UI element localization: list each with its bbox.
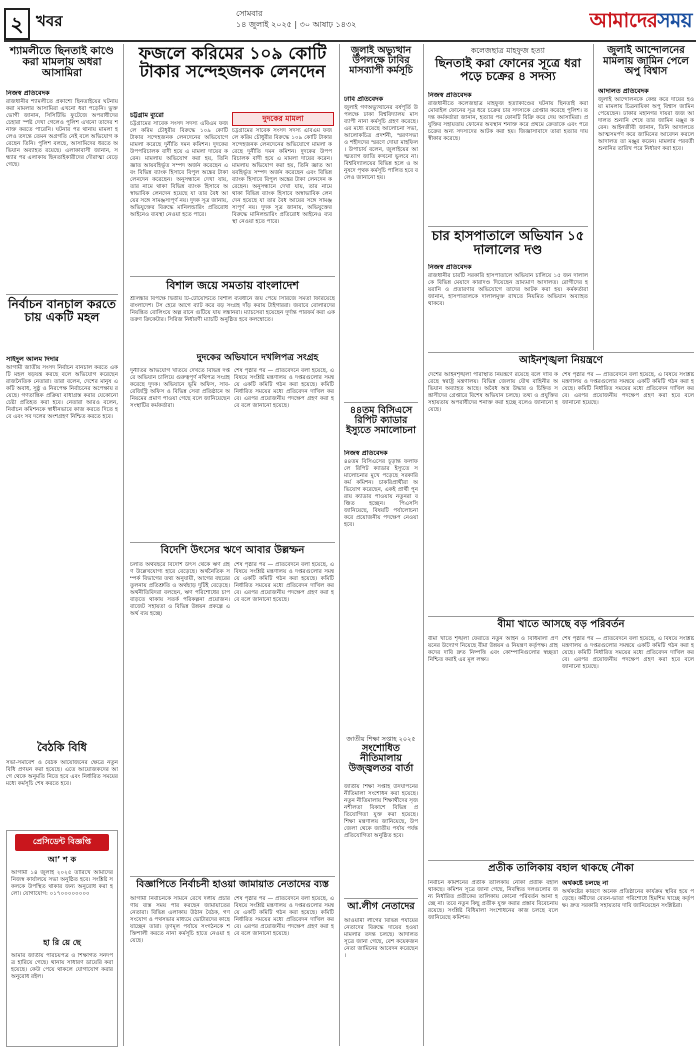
divider: [428, 226, 588, 227]
article-body: জুলাই গণঅভ্যুত্থানের বর্ষপূর্তি উপলক্ষে ঢাকা বিশ্ববিদ্যালয় মাসব্যাপী নানা কর্মসূচি গ্রহণ করেছে। এর মধ্যে রয়েছে আলোচনা সভা, আলোকচিত্র প্রদর্শনী, স্মরণসভা ও শহীদদের স্মরণে দোয়া মাহফিল। উপাচার্য বলেন, জুলাইয়ের আত্মত্যাগ জাতি কখনো ভুলবে না। বিশ্ববিদ্যালয়ের বিভিন্ন হলে ও অনুষদে পৃথক কর্মসূচি পালিত হবে বলেও জানানো হয়।: [344, 105, 418, 181]
headline-bideshi: বিদেশি উৎসের ঋণে আবার উল্লম্ফন: [160, 545, 305, 556]
headline-election: নির্বাচন বানচাল করতে চায় একটি মহল: [8, 297, 116, 324]
classifieds-sub2: হা রি য়ে ছে: [43, 938, 81, 947]
article-body: অর্থকষ্টের কারণে অনেক প্রতিষ্ঠানের কার্যক্রম স্থবির হয়ে পড়েছে। কর্মীদের বেতন-ভাতা পরিশোধে হিমশিম খাচ্ছে কর্তৃপক্ষ। দ্রুত সরকারি সহায়তার দাবি জানিয়েছেন সংশ্লিষ্টরা।: [562, 889, 694, 909]
article-body: রাজধানীতে কলেজছাত্র মাহফুজ হত্যাকাণ্ডের ঘটনায় ছিনতাই করা মোবাইল ফোনের সূত্র ধরে চক্রের চার সদস্যকে গ্রেপ্তার করেছে পুলিশ। তদন্ত কর্মকর্তারা জানান, হত্যার পর ফোনটি বিক্রি করে দেয় আসামিরা। প্রযুক্তির সহায়তায় ফোনের অবস্থান শনাক্ত করে প্রথমে ক্রেতাকে এবং পরে চক্রের অন্য সদস্যদের আটক করা হয়। জিজ্ঞাসাবাদে তারা হত্যার দায় স্বীকার করেছে।: [428, 101, 588, 142]
classifieds-sub1: আ’ শ ক: [47, 855, 77, 864]
article-body: জুলাই আন্দোলনকে কেন্দ্র করে দায়ের হওয়া মামলায় চিত্রনায়িকা অপু বিশ্বাস জামিন পেয়েছেন। ঢাকার মহানগর দায়রা জজ আদালত শুনানি শেষে তার জামিন মঞ্জুর করেন। আইনজীবী জানান, তিনি আদালতে আত্মসমর্পণ করে জামিনের আবেদন করলে আদালত তা মঞ্জুর করেন। মামলার পরবর্তী শুনানির তারিখ পরে নির্ধারণ করা হবে।: [598, 97, 694, 152]
article-aino-col1: দেশের আইনশৃঙ্খলা পরিস্থিতি নিয়ন্ত্রণে রয়েছে বলে দাবি করেছে স্বরাষ্ট্র মন্ত্রণালয়। বিভিন্ন জেলায় যৌথ বাহিনীর অভিযান অব্যাহত আছে। অবৈধ অস্ত্র উদ্ধার ও চিহ্নিত সন্ত্রাসীদের গ্রেপ্তারে বিশেষ অভিযান চলছে। তথ্য ও প্রযুক্তির সহায়তায় অপরাধীদের শনাক্ত করা হচ্ছে বলেও জানানো হয়েছে।: [428, 372, 558, 413]
divider: [428, 860, 694, 861]
divider: [130, 276, 335, 277]
headline-bcs: ৪৪তম বিসিএসে রিপিট ক্যাডার ইস্যুতে সমালোচনা: [346, 405, 416, 436]
article-dudok-col2: শেষ পৃষ্ঠার পর — প্রতিবেদনে বলা হয়েছে, এ বিষয়ে সংশ্লিষ্ট মন্ত্রণালয় ও দপ্তরগুলোর সমন্বয়ে একটি কমিটি গঠন করা হয়েছে। কমিটি নির্ধারিত সময়ের মধ্যে প্রতিবেদন দাখিল করবে। এরপর প্রয়োজনীয় পদক্ষেপ গ্রহণ করা হবে বলে জানানো হয়েছে।: [234, 368, 334, 409]
date-day: সোমবার: [236, 9, 263, 18]
headline-hospital: চার হাসপাতালে অভিযান ১৫ দালালের দণ্ড: [431, 229, 585, 258]
article-body: চট্টগ্রামের সাবেক সংসদ সদস্য এবিএম ফজলে করিম চৌধুরীর বিরুদ্ধে ১০৯ কোটি টাকার সন্দেহজনক লেনদেনের অভিযোগে মামলা করেছে দুর্নীতি দমন কমিশন। দুদকের উপপরিচালক বাদী হয়ে এ মামলা দায়ের করেন। মামলায় অভিযোগ করা হয়, তিনি জ্ঞাত আয়বহির্ভূত সম্পদ অর্জন করেছেন এবং বিভিন্ন ব্যাংক হিসাবে বিপুল অঙ্কের টাকা লেনদেন করেছেন। অনুসন্ধানে দেখা যায়, তার নামে থাকা বিভিন্ন ব্যাংক হিসাবে অস্বাভাবিক লেনদেন হয়েছে যা তার বৈধ আয়ের সঙ্গে সামঞ্জস্যপূর্ণ নয়। দুদক সূত্র জানায়, অভিযুক্তের বিরুদ্ধে মানিলন্ডারিং প্রতিরোধ আইনেও ব্যবস্থা নেওয়া হতে পারে।: [130, 121, 228, 218]
article-bima-col2: শেষ পৃষ্ঠার পর — প্রতিবেদনে বলা হয়েছে, এ বিষয়ে সংশ্লিষ্ট মন্ত্রণালয় ও দপ্তরগুলোর সমন্বয়ে একটি কমিটি গঠন করা হয়েছে। কমিটি নির্ধারিত সময়ের মধ্যে প্রতিবেদন দাখিল করবে। এরপর প্রয়োজনীয় পদক্ষেপ গ্রহণ করা হবে বলে জানানো হয়েছে।: [562, 636, 694, 670]
article-hospital: [428, 264, 588, 348]
divider: [428, 352, 694, 353]
article-bima-col1: বীমা খাতে শৃঙ্খলা ফেরাতে নতুন আইন ও বিধিমালা প্রণয়নের উদ্যোগ নিয়েছে বীমা উন্নয়ন ও নিয়ন্ত্রণ কর্তৃপক্ষ। গ্রাহকদের দাবি দ্রুত নিষ্পত্তি এবং কোম্পানিগুলোর স্বচ্ছতা নিশ্চিত করাই এর মূল লক্ষ্য।: [428, 636, 558, 663]
article-aino-col2: শেষ পৃষ্ঠার পর — প্রতিবেদনে বলা হয়েছে, এ বিষয়ে সংশ্লিষ্ট মন্ত্রণালয় ও দপ্তরগুলোর সমন্বয়ে একটি কমিটি গঠন করা হয়েছে। কমিটি নির্ধারিত সময়ের মধ্যে প্রতিবেদন দাখিল করবে। এরপর প্রয়োজনীয় পদক্ষেপ গ্রহণ করা হবে বলে জানানো হয়েছে।: [562, 372, 694, 406]
classifieds-body1: আগামী ১৪ জুলাই ২০২৫ তারিখে আমাদের নিজস্ব কার্যালয়ে সভা অনুষ্ঠিত হবে। সংশ্লিষ্ট সকলকে উপস্থিত থাকার জন্য অনুরোধ করা হলো। যোগাযোগ: ০১৭০০০০০০০০: [11, 870, 113, 897]
logo-text-b: সময়: [657, 8, 692, 32]
headline-snatch-right: ছিনতাই করা ফোনের সূত্রে ধরা পড়ে চক্রের ৪ সদস্য: [435, 56, 581, 83]
headline-protiti: প্রতীক তালিকায় বহাল থাকছে নৌকা: [488, 863, 634, 874]
article-awami: আওয়ামী লীগের বিভিন্ন পর্যায়ের নেতাদের বিরুদ্ধে দায়ের হওয়া মামলার তদন্ত চলছে। আদালত সূত্রে জানা গেছে, বেশ কয়েকজন নেতা জামিনের আবেদন করেছেন।: [344, 918, 418, 959]
article-body: শ্রীলঙ্কার বিপক্ষে দ্বিতীয় টি-টোয়েন্টিতে বিশাল ব্যবধানে জয় পেয়ে সিরিজে সমতা ফিরিয়েছে বাংলাদেশ। টস হেরে আগে ব্যাট করে বড় সংগ্রহ দাঁড় করায় টাইগাররা। জবাবে বোলারদের নিয়ন্ত্রিত বোলিংয়ে অল্প রানে গুটিয়ে যায় লঙ্কানরা। ম্যাচসেরা হয়েছেন দুর্দান্ত পারফর্ম করা এক তরুণ ক্রিকেটার। সিরিজ নির্ধারণী ম্যাচটি অনুষ্ঠিত হবে কলম্বোতে।: [130, 296, 335, 323]
divider: [344, 898, 418, 899]
column-rule: [339, 44, 340, 1046]
article-bideshi-col2: শেষ পৃষ্ঠার পর — প্রতিবেদনে বলা হয়েছে, এ বিষয়ে সংশ্লিষ্ট মন্ত্রণালয় ও দপ্তরগুলোর সমন্বয়ে একটি কমিটি গঠন করা হয়েছে। কমিটি নির্ধারিত সময়ের মধ্যে প্রতিবেদন দাখিল করবে। এরপর প্রয়োজনীয় পদক্ষেপ গ্রহণ করা হবে বলে জানানো হয়েছে।: [234, 562, 334, 603]
article-fazle-col2: চট্টগ্রামের সাবেক সংসদ সদস্য এবিএম ফজলে করিম চৌধুরীর বিরুদ্ধে ১০৯ কোটি টাকার সন্দেহজনক লেনদেনের অভিযোগে মামলা করেছে দুর্নীতি দমন কমিশন। দুদকের উপপরিচালক বাদী হয়ে এ মামলা দায়ের করেন। মামলায় অভিযোগ করা হয়, তিনি জ্ঞাত আয়বহির্ভূত সম্পদ অর্জন করেছেন এবং বিভিন্ন ব্যাংক হিসাবে বিপুল অঙ্কের টাকা লেনদেন করেছেন। অনুসন্ধানে দেখা যায়, তার নামে থাকা বিভিন্ন ব্যাংক হিসাবে অস্বাভাবিক লেনদেন হয়েছে যা তার বৈধ আয়ের সঙ্গে সামঞ্জস্যপূর্ণ নয়। দুদক সূত্র জানায়, অভিযুক্তের বিরুদ্ধে মানিলন্ডারিং প্রতিরোধ আইনেও ব্যবস্থা নেওয়া হতে পারে।: [232, 128, 332, 225]
article-boithok: সভা-সমাবেশ ও বৈঠক আয়োজনের ক্ষেত্রে নতুন বিধি প্রণয়ন করা হয়েছে। এতে আয়োজকদের আগে থেকে অনুমতি নিতে হবে এবং নির্ধারিত সময়ের মধ্যে কর্মসূচি শেষ করতে হবে।: [6, 760, 118, 787]
classifieds-body2: আমার জাতীয় পরিচয়পত্র ও শিক্ষাগত সনদপত্র হারিয়ে গেছে। থানায় সাধারণ ডায়েরি করা হয়েছে। কেউ পেয়ে থাকলে যোগাযোগ করার অনুরোধ রইল।: [11, 953, 113, 980]
article-bishal: [130, 296, 335, 350]
divider: [428, 616, 694, 617]
headline-shiksha: সংশোধিত নীতিমালায় উজ্জ্বলতর বার্তা: [348, 743, 414, 774]
headline-bima: বীমা খাতে আসছে বড় পরিবর্তন: [497, 619, 625, 630]
headline-fazle: ফজলে করিমের ১০৯ কোটি টাকার সন্দেহজনক লেনদেন: [138, 44, 327, 82]
headline-boithok: বৈঠকি বিধি: [37, 741, 87, 754]
dateline: [236, 8, 356, 30]
headline-dudok: দুদকের অভিযানে দখলিপত্র সংগ্রহ: [196, 353, 319, 363]
article-shiksha: জাতীয় শিক্ষা সপ্তাহ উদযাপনের নীতিমালা সংশোধন করা হয়েছে। নতুন নীতিমালায় শিক্ষার্থীদের সৃজনশীলতা বিকাশে বিভিন্ন প্রতিযোগিতা যুক্ত করা হয়েছে। শিক্ষা মন্ত্রণালয় জানিয়েছে, উপজেলা থেকে জাতীয় পর্যায় পর্যন্ত প্রতিযোগিতা অনুষ্ঠিত হবে।: [344, 784, 418, 839]
headline-bishal: বিশাল জয়ে সমতায় বাংলাদেশ: [166, 279, 299, 292]
column-rule: [123, 44, 124, 1046]
article-snatch-left: [6, 90, 118, 290]
page-number: ২: [4, 8, 30, 40]
byline: নিজস্ব প্রতিবেদক: [428, 92, 472, 99]
article-election: [6, 356, 118, 736]
article-protiti-col1: নির্বাচন কমিশনের প্রতীক তালিকায় নৌকা প্রতীক বহাল থাকছে। কমিশন সূত্রে জানা গেছে, নিবন্ধিত দলগুলোর জন্য নির্ধারিত প্রতীকের তালিকায় কোনো পরিবর্তন আনা হচ্ছে না। তবে নতুন কিছু প্রতীক যুক্ত করার প্রস্তাব বিবেচনায় রয়েছে। সংশ্লিষ্ট বিধিমালা সংশোধনের কাজ চলছে বলে জানিয়েছে কমিশন।: [428, 880, 558, 921]
sidebar-tag: দুদকের মামলা: [232, 112, 334, 126]
headline-july: জুলাই অভ্যুত্থান উপলক্ষে ঢাবির মাসব্যাপী কর্মসূচি: [349, 45, 413, 76]
headline-aino: আইনশৃঙ্খলা নিয়ন্ত্রণে: [519, 355, 603, 366]
headline-orthokosto: অর্থকষ্টে চলছে না: [562, 880, 609, 887]
article-body: রাজধানীর শ্যামলীতে প্রকাশ্যে ছিনতাইয়ের ঘটনায় করা মামলার আসামিরা এখনো ধরা পড়েনি। ভুক্তভোগী জানান, সিসিটিভি ফুটেজে অপরাধীদের চেহারা স্পষ্ট দেখা গেলেও পুলিশ এখনো তাদের শনাক্ত করতে পারেনি। ঘটনার পর থানায় মামলা হলেও তদন্তে তেমন অগ্রগতি নেই বলে অভিযোগ করেছেন তিনি। পুলিশ বলছে, আসামিদের ধরতে অভিযান অব্যাহত রয়েছে। এলাকাবাসী জানান, সন্ধ্যার পর এলাকায় ছিনতাইকারীদের দৌরাত্ম্য বেড়ে গেছে।: [6, 99, 118, 168]
headline-july-bail: জুলাই আন্দোলনের মামলায় জামিন পেলে অপু বিশ্বাস: [603, 45, 689, 77]
article-snatch-right: [428, 92, 588, 222]
article-dudok-col1: দুর্নীতির অভিযোগ খতিয়ে দেখতে বিভিন্ন দপ্তরে অভিযান চালিয়ে গুরুত্বপূর্ণ নথিপত্র সংগ্রহ করেছে দুদক। অভিযানে ভূমি অফিস, সাব-রেজিস্ট্রি অফিস ও বিভিন্ন সেবা প্রতিষ্ঠানে অনিয়মের প্রমাণ পাওয়া গেছে বলে জানিয়েছেন সংস্থাটির কর্মকর্তারা।: [130, 368, 230, 409]
article-july: [344, 96, 418, 396]
headline-bigyapon: বিজ্ঞাপিতে নির্বাচনী হাওয়া জামায়াত নেতাদের ব্যস্ত: [136, 879, 329, 890]
headline-snatch-left: শ্যামলীতে ছিনতাই কাণ্ডে করা মামলায় অধরা আসামিরা: [10, 45, 114, 80]
byline: আদালত প্রতিবেদক: [598, 88, 649, 95]
column-rule: [423, 44, 424, 1046]
headline-awami: আ.লীগ নেতাদের: [347, 901, 415, 912]
divider: [130, 876, 335, 877]
byline: নিজস্ব প্রতিবেদক: [344, 450, 388, 457]
byline: চট্টগ্রাম ব্যুরো: [130, 112, 164, 119]
divider: [344, 402, 418, 403]
article-july-bail: [598, 88, 694, 348]
article-bcs: [344, 450, 418, 728]
byline: নিজস্ব প্রতিবেদক: [428, 264, 472, 271]
kicker-shiksha: জাতীয় শিক্ষা সপ্তাহ ২০২৫: [346, 735, 416, 743]
classifieds-head: প্রেসিডেন্ট বিজ্ঞপ্তি: [15, 834, 109, 851]
article-bideshi-col1: চলতি অর্থবছরে বিদেশি উৎস থেকে ঋণ গ্রহণ উল্লেখযোগ্য হারে বেড়েছে। অর্থনৈতিক সম্পর্ক বিভাগের তথ্য অনুযায়ী, আগের বছরের তুলনায় প্রতিশ্রুতি ও অর্থছাড় দুটিই বেড়েছে। অর্থনীতিবিদরা বলছেন, ঋণ পরিশোধের চাপ বাড়তে থাকায় সতর্ক পরিকল্পনা প্রয়োজন। বাজেট সহায়তা ও বিভিন্ন উন্নয়ন প্রকল্পে এ অর্থ ব্যয় হচ্ছে।: [130, 562, 230, 617]
kicker-snatch: কলেজছাত্র মাহফুজ হত্যা: [471, 46, 545, 55]
article-body: ৪৪তম বিসিএসের চূড়ান্ত ফলাফলে রিপিট ক্যাডার ইস্যুতে সমালোচনার মুখে পড়েছে সরকারি কর্ম কমিশন। চাকরিপ্রার্থীরা অভিযোগ করেছেন, একই প্রার্থী পুনরায় ক্যাডার পাওয়ায় নতুনরা বঞ্চিত হচ্ছেন। পিএসসি জানিয়েছে, বিষয়টি পর্যালোচনা করে প্রয়োজনীয় পদক্ষেপ নেওয়া হবে।: [344, 459, 418, 528]
divider: [6, 294, 118, 295]
logo-text-a: আমাদের: [589, 8, 658, 32]
byline: নিজস্ব প্রতিবেদক: [6, 90, 50, 97]
article-fazle-col1: [130, 112, 228, 272]
article-body: রাজধানীর চারটি সরকারি হাসপাতালে অভিযান চালিয়ে ১৫ জন দালালকে বিভিন্ন মেয়াদে কারাদণ্ড দিয়েছেন ভ্রাম্যমাণ আদালত। রোগীদের হয়রানি ও প্রতারণার অভিযোগে তাদের আটক করা হয়। কর্মকর্তারা জানান, হাসপাতালকে দালালমুক্ত রাখতে নিয়মিত অভিযান অব্যাহত থাকবে।: [428, 273, 588, 307]
column-rule: [593, 44, 594, 350]
header-rule: [4, 40, 696, 42]
divider: [130, 542, 335, 543]
byline: সাইদুল আলম দিদার: [6, 356, 59, 363]
date-full: ১৪ জুলাই ২০২৫ | ৩০ আষাঢ় ১৪৩২: [236, 20, 357, 29]
article-bigyapon-col1: আগামী নির্বাচনকে সামনে রেখে দলীয় প্রচারণায় ব্যস্ত সময় পার করছেন জামায়াতের নেতারা। বিভিন্ন এলাকায় উঠান বৈঠক, গণসংযোগ ও পথসভার মাধ্যমে ভোটারদের কাছে যাচ্ছেন তারা। তৃণমূল পর্যায়ে সংগঠনকে শক্তিশালী করতে নানা কর্মসূচি হাতে নেওয়া হয়েছে।: [130, 896, 230, 944]
article-body: আগামী জাতীয় সংসদ নির্বাচন বানচাল করতে একটি মহল ষড়যন্ত্র করছে বলে অভিযোগ করেছেন রাজনৈতিক নেতারা। তারা বলেন, দেশের মানুষ একটি অবাধ, সুষ্ঠু ও নিরপেক্ষ নির্বাচনের অপেক্ষায় রয়েছে। গণতান্ত্রিক প্রক্রিয়া বাধাগ্রস্ত করার যেকোনো চেষ্টা প্রতিহত করা হবে। নেতারা আরও বলেন, নির্বাচন কমিশনকে স্বাধীনভাবে কাজ করতে দিতে হবে এবং সব দলের অংশগ্রহণ নিশ্চিত করতে হবে।: [6, 365, 118, 420]
classifieds-box: [6, 830, 118, 1047]
newspaper-logo: [590, 6, 692, 39]
article-orthokosto: [562, 880, 694, 1046]
section-title: খবর: [36, 12, 63, 30]
article-bigyapon-col2: শেষ পৃষ্ঠার পর — প্রতিবেদনে বলা হয়েছে, এ বিষয়ে সংশ্লিষ্ট মন্ত্রণালয় ও দপ্তরগুলোর সমন্বয়ে একটি কমিটি গঠন করা হয়েছে। কমিটি নির্ধারিত সময়ের মধ্যে প্রতিবেদন দাখিল করবে। এরপর প্রয়োজনীয় পদক্ষেপ গ্রহণ করা হবে বলে জানানো হয়েছে।: [234, 896, 334, 937]
byline: ঢাবি প্রতিবেদক: [344, 96, 384, 103]
